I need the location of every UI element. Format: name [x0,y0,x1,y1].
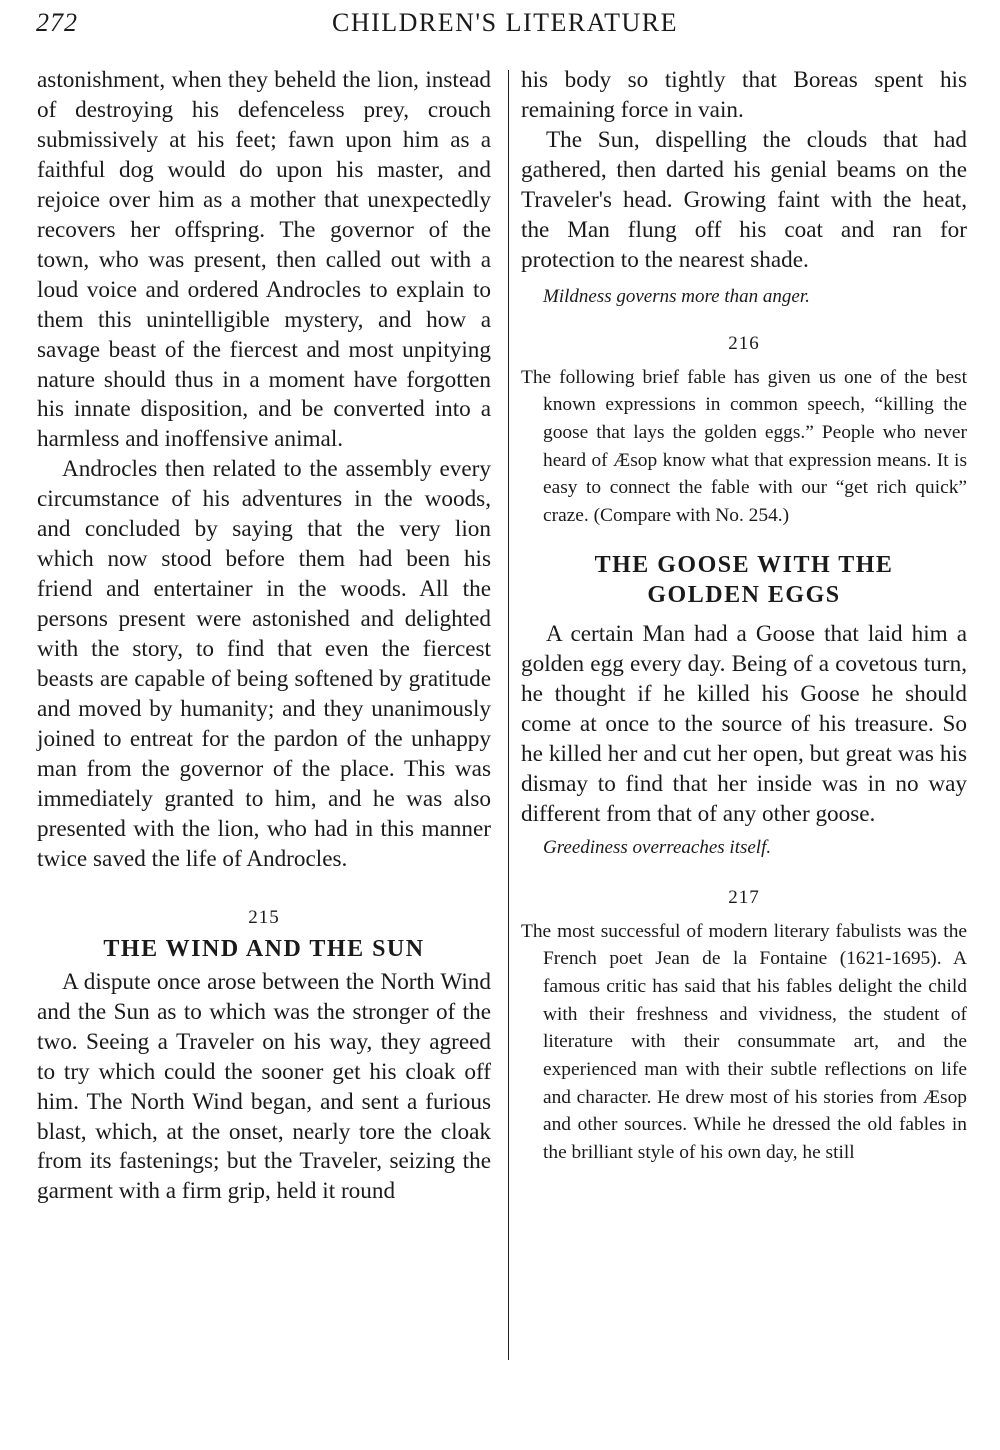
paragraph-goose: A certain Man had a Goose that laid him a golden egg every day. Being of a covetous turn, he thought if he killed his Goose he should come at once to the source of his treasure. So he killed her and cut her open, but great was his dismay to find that her inside was in no way different from that of any other goose. [521,620,967,827]
running-title: CHILDREN'S LITERATURE [331,8,678,37]
left-column [37,66,491,1207]
moral-216: Greediness overreaches itself. [543,836,772,858]
fable-title-goose-line-1: THE GOOSE WITH THE [594,551,894,578]
paragraph-wind-and-sun-1: A dispute once arose between the North Wind and the Sun as to which was the stronger of the two. Seeing a Traveler on his way, they agreed to try which could the sooner get his cloak off him. The North Wind began, and sent a furious blast, which, at the onset, nearly tore the cloak from its fastenings; but the Traveler, seizing the garment with a firm grip, held it round [37,968,491,1205]
introductory-note-216: The following brief fable has given us one of the best known expressions in common speech, “killing the goose that lays the golden eggs.” People who never heard of Æsop know what that expression means. It is easy to connect the fable with our “get rich quick” craze. (Compare with No. 254.) [521,366,967,527]
right-column [521,66,967,1167]
paragraph-androcles-1: astonishment, when they beheld the lion, instead of destroying his defenceless prey, crouch submissively at his feet; fawn upon him as a faithful dog would do upon his master, and rejoice over him as a mother that unexpectedly recovers her offspring. The governor of the town, who was present, then called out with a loud voice and ordered Androcles to explain to them this unintelligible mystery, and how a savage beast of the fiercest and most unpitying nature should thus in a moment have forgotten his innate disposition, and be converted into a harmless and inoffensive animal. [37,67,491,453]
paragraph-androcles-2: Androcles then related to the assembly every circumstance of his adventures in the woods, and concluded by saying that the very lion which now stood before them had been his friend and entertainer in the woods. All the persons present were astonished and delighted with the story, to find that even the fiercest beasts are capable of being softened by gratitude and moved by humanity; and they unanimously joined to entreat for the pardon of the unhappy man from the governor of the place. This was immediately granted to him, and he was also presented with the lion, who had in this manner twice saved the life of Androcles. [37,456,491,872]
paragraph-wind-and-sun-3: The Sun, dispelling the clouds that had gathered, then darted his genial beams on the Traveler's head. Growing faint with the heat, the Man flung off his coat and ran for protection to the nearest shade. [521,126,967,273]
fable-title-wind-and-sun: THE WIND AND THE SUN [103,935,425,962]
column-divider [508,70,509,1360]
introductory-note-217: The most successful of modern literary fabulists was the French poet Jean de la Fontaine (1621-1695). A famous critic has said that his fables delight the child with their freshness and vividness, the student of literature with their consummate art, and the experienced man with their subtle reflections on life and character. He drew most of his stories from Æsop and other sources. While he dressed the old fables in the brilliant style of his own day, he still [521,920,967,1164]
page-number: 272 [36,8,78,37]
paragraph-wind-and-sun-2: his body so tightly that Boreas spent his remaining force in vain. [521,67,967,123]
fable-number-217: 217 [728,886,760,908]
fable-number-215: 215 [248,906,280,928]
fable-title-goose-line-2: GOLDEN EGGS [647,581,841,608]
fable-number-216: 216 [728,332,760,354]
moral-215: Mildness governs more than anger. [543,285,810,307]
